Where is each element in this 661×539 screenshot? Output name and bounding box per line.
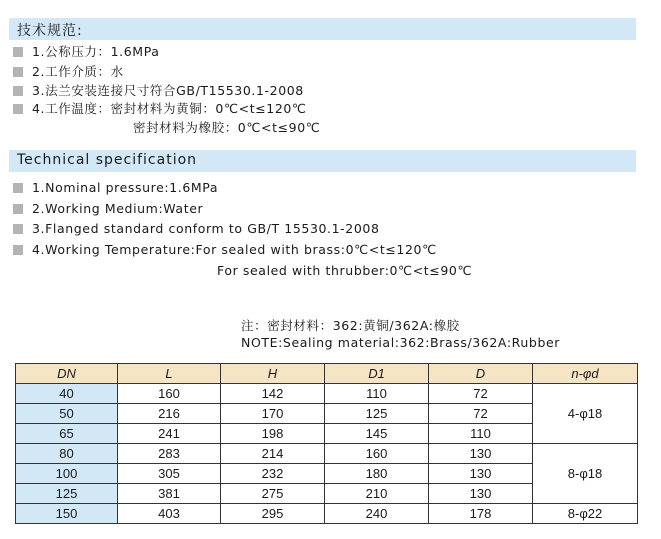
cell-d: 72 bbox=[429, 404, 533, 424]
cell-h: 232 bbox=[221, 464, 325, 484]
cell-l: 160 bbox=[118, 384, 221, 404]
bullet-square-icon bbox=[13, 104, 23, 114]
cell-d1: 160 bbox=[325, 444, 429, 464]
bullet-square-icon bbox=[13, 224, 23, 234]
cn-section-header bbox=[9, 18, 636, 40]
header-h: H bbox=[221, 364, 325, 384]
note-cn: 注：密封材料：362:黄铜/362A:橡胶 bbox=[241, 318, 460, 333]
cell-l: 241 bbox=[118, 424, 221, 444]
cell-d1: 110 bbox=[325, 384, 429, 404]
cell-l: 216 bbox=[118, 404, 221, 424]
cn-spec-continuation: 密封材料为橡胶：0℃<t≤90℃ bbox=[133, 120, 321, 135]
cell-h: 142 bbox=[221, 384, 325, 404]
cn-spec-item: 2.工作介质：水 bbox=[13, 64, 124, 80]
cell-dn: 40 bbox=[16, 384, 118, 404]
cell-n-phi-d: 8-φ22 bbox=[533, 504, 638, 524]
header-d: D bbox=[429, 364, 533, 384]
cell-n-phi-d: 8-φ18 bbox=[533, 444, 638, 504]
cell-d1: 180 bbox=[325, 464, 429, 484]
bullet-square-icon bbox=[13, 47, 23, 57]
cn-section-title: 技术规范: bbox=[17, 23, 83, 39]
cell-dn: 65 bbox=[16, 424, 118, 444]
bullet-square-icon bbox=[13, 86, 23, 96]
cell-d: 178 bbox=[429, 504, 533, 524]
bullet-square-icon bbox=[13, 183, 23, 193]
cell-d: 72 bbox=[429, 384, 533, 404]
cell-l: 283 bbox=[118, 444, 221, 464]
bullet-square-icon bbox=[13, 204, 23, 214]
cell-dn: 50 bbox=[16, 404, 118, 424]
bullet-square-icon bbox=[13, 245, 23, 255]
cell-l: 305 bbox=[118, 464, 221, 484]
en-spec-item: 2.Working Medium:Water bbox=[13, 201, 203, 217]
dimension-table bbox=[15, 363, 638, 524]
cell-dn: 80 bbox=[16, 444, 118, 464]
header-n-phi-d: n-φd bbox=[533, 364, 638, 384]
cell-d1: 210 bbox=[325, 484, 429, 504]
cell-d: 110 bbox=[429, 424, 533, 444]
header-l: L bbox=[118, 364, 221, 384]
cn-spec-item: 3.法兰安装连接尺寸符合GB/T15530.1-2008 bbox=[13, 83, 304, 99]
cn-spec-item: 4.工作温度：密封材料为黄铜：0℃<t≤120℃ bbox=[13, 101, 307, 117]
cell-h: 214 bbox=[221, 444, 325, 464]
cell-d: 130 bbox=[429, 484, 533, 504]
header-dn: DN bbox=[16, 364, 118, 384]
cell-d1: 125 bbox=[325, 404, 429, 424]
cell-l: 381 bbox=[118, 484, 221, 504]
table-row bbox=[16, 444, 638, 464]
en-section-header bbox=[9, 150, 636, 172]
en-spec-item: 3.Flanged standard conform to GB/T 15530.1-2008 bbox=[13, 221, 380, 237]
table-row bbox=[16, 384, 638, 404]
table-header-row bbox=[16, 364, 638, 384]
cell-dn: 100 bbox=[16, 464, 118, 484]
cell-d1: 240 bbox=[325, 504, 429, 524]
en-spec-item: 1.Nominal pressure:1.6MPa bbox=[13, 180, 218, 196]
cell-h: 275 bbox=[221, 484, 325, 504]
cell-dn: 125 bbox=[16, 484, 118, 504]
cn-spec-item: 1.公称压力：1.6MPa bbox=[13, 44, 160, 60]
note-en: NOTE:Sealing material:362:Brass/362A:Rubber bbox=[241, 335, 561, 350]
cell-d: 130 bbox=[429, 464, 533, 484]
en-section-title: Technical specification bbox=[17, 152, 198, 168]
cell-l: 403 bbox=[118, 504, 221, 524]
en-spec-continuation: For sealed with thrubber:0℃<t≤90℃ bbox=[217, 263, 473, 278]
en-spec-item: 4.Working Temperature:For sealed with brass:0℃<t≤120℃ bbox=[13, 242, 437, 258]
cell-n-phi-d: 4-φ18 bbox=[533, 384, 638, 444]
bullet-square-icon bbox=[13, 67, 23, 77]
cell-h: 295 bbox=[221, 504, 325, 524]
cell-h: 170 bbox=[221, 404, 325, 424]
cell-d: 130 bbox=[429, 444, 533, 464]
header-d1: D1 bbox=[325, 364, 429, 384]
cell-dn: 150 bbox=[16, 504, 118, 524]
cell-d1: 145 bbox=[325, 424, 429, 444]
cell-h: 198 bbox=[221, 424, 325, 444]
table-row bbox=[16, 504, 638, 524]
